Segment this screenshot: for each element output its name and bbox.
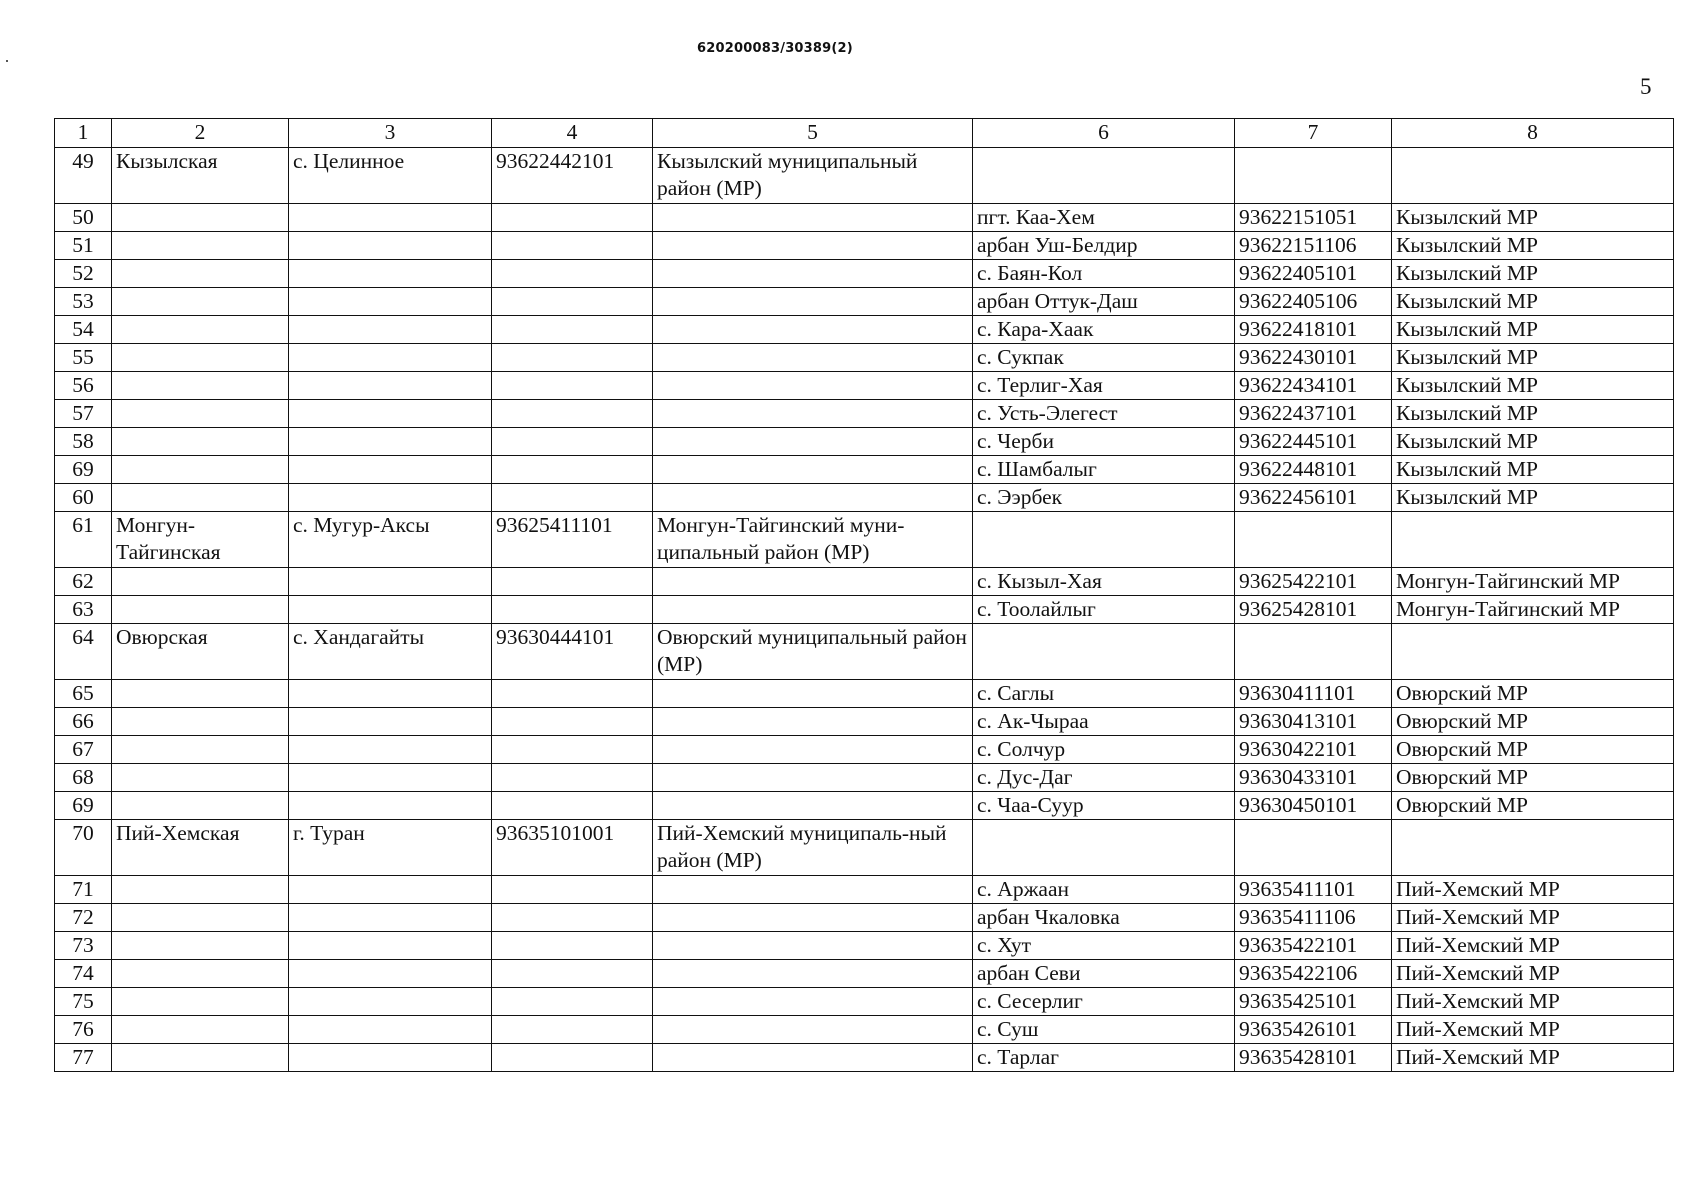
row-number: 60 bbox=[55, 484, 112, 512]
settlement-oktmo-code: 93622151051 bbox=[1235, 204, 1392, 232]
municipal-entity bbox=[653, 204, 973, 232]
center-oktmo-code bbox=[492, 596, 653, 624]
settlement-district: Пий-Хемский МР bbox=[1392, 988, 1674, 1016]
district-name bbox=[112, 1044, 289, 1072]
district-name bbox=[112, 288, 289, 316]
municipal-entity: Пий-Хемский муниципаль-ный район (МР) bbox=[653, 820, 973, 876]
municipal-entity bbox=[653, 932, 973, 960]
table-row bbox=[55, 484, 1674, 512]
settlement-district: Кызылский МР bbox=[1392, 260, 1674, 288]
municipal-entity: Овюрский муниципальный район (МР) bbox=[653, 624, 973, 680]
settlement-district: Кызылский МР bbox=[1392, 456, 1674, 484]
column-header: 1 bbox=[55, 119, 112, 148]
row-number: 66 bbox=[55, 708, 112, 736]
municipal-entity bbox=[653, 988, 973, 1016]
center-oktmo-code bbox=[492, 764, 653, 792]
row-number: 57 bbox=[55, 400, 112, 428]
settlement-district: Овюрский МР bbox=[1392, 764, 1674, 792]
district-name bbox=[112, 484, 289, 512]
settlement-oktmo-code: 93622456101 bbox=[1235, 484, 1392, 512]
municipal-entity bbox=[653, 596, 973, 624]
row-number: 62 bbox=[55, 568, 112, 596]
settlement-oktmo-code: 93635411106 bbox=[1235, 904, 1392, 932]
district-name bbox=[112, 204, 289, 232]
row-number: 50 bbox=[55, 204, 112, 232]
settlement-district bbox=[1392, 820, 1674, 876]
column-header: 7 bbox=[1235, 119, 1392, 148]
settlement-name: с. Кара-Хаак bbox=[973, 316, 1235, 344]
settlement-name: с. Сукпак bbox=[973, 344, 1235, 372]
settlement-district: Кызылский МР bbox=[1392, 484, 1674, 512]
settlement-district: Монгун-Тайгинский МР bbox=[1392, 596, 1674, 624]
center-name: с. Мугур-Аксы bbox=[289, 512, 492, 568]
settlement-name: с. Хут bbox=[973, 932, 1235, 960]
table-row bbox=[55, 1016, 1674, 1044]
center-oktmo-code bbox=[492, 988, 653, 1016]
table-row bbox=[55, 148, 1674, 204]
settlement-name: арбан Севи bbox=[973, 960, 1235, 988]
settlement-name: с. Ак-Чыраа bbox=[973, 708, 1235, 736]
center-name bbox=[289, 764, 492, 792]
municipal-entity bbox=[653, 1016, 973, 1044]
settlement-district: Пий-Хемский МР bbox=[1392, 1016, 1674, 1044]
table-row bbox=[55, 288, 1674, 316]
center-name bbox=[289, 260, 492, 288]
settlement-name: с. Баян-Кол bbox=[973, 260, 1235, 288]
table-row bbox=[55, 400, 1674, 428]
municipal-entity bbox=[653, 288, 973, 316]
settlement-name: с. Саглы bbox=[973, 680, 1235, 708]
settlement-district: Пий-Хемский МР bbox=[1392, 1044, 1674, 1072]
settlement-district: Кызылский МР bbox=[1392, 344, 1674, 372]
center-name bbox=[289, 932, 492, 960]
settlement-district: Пий-Хемский МР bbox=[1392, 932, 1674, 960]
center-name bbox=[289, 988, 492, 1016]
table-row bbox=[55, 372, 1674, 400]
district-name bbox=[112, 708, 289, 736]
settlement-district bbox=[1392, 148, 1674, 204]
document-number: 620200083/30389(2) bbox=[697, 41, 853, 56]
row-number: 49 bbox=[55, 148, 112, 204]
center-oktmo-code bbox=[492, 288, 653, 316]
settlement-district: Кызылский МР bbox=[1392, 428, 1674, 456]
center-oktmo-code bbox=[492, 400, 653, 428]
center-name bbox=[289, 792, 492, 820]
settlement-oktmo-code: 93635411101 bbox=[1235, 876, 1392, 904]
settlement-name bbox=[973, 512, 1235, 568]
settlement-oktmo-code: 93622430101 bbox=[1235, 344, 1392, 372]
municipal-entity bbox=[653, 736, 973, 764]
district-name bbox=[112, 904, 289, 932]
table-row bbox=[55, 624, 1674, 680]
settlement-oktmo-code: 93630422101 bbox=[1235, 736, 1392, 764]
settlement-name: с. Аржаан bbox=[973, 876, 1235, 904]
center-oktmo-code bbox=[492, 484, 653, 512]
settlement-name: с. Терлиг-Хая bbox=[973, 372, 1235, 400]
settlement-oktmo-code: 93635426101 bbox=[1235, 1016, 1392, 1044]
row-number: 71 bbox=[55, 876, 112, 904]
settlement-name: с. Солчур bbox=[973, 736, 1235, 764]
settlement-name: с. Дус-Даг bbox=[973, 764, 1235, 792]
table-row bbox=[55, 932, 1674, 960]
center-name: с. Целинное bbox=[289, 148, 492, 204]
district-name: Пий-Хемская bbox=[112, 820, 289, 876]
table-row bbox=[55, 316, 1674, 344]
column-header: 3 bbox=[289, 119, 492, 148]
settlement-oktmo-code: 93630450101 bbox=[1235, 792, 1392, 820]
settlement-oktmo-code bbox=[1235, 624, 1392, 680]
table-row bbox=[55, 988, 1674, 1016]
center-name: с. Хандагайты bbox=[289, 624, 492, 680]
settlement-name: с. Тоолайлыг bbox=[973, 596, 1235, 624]
header-row bbox=[55, 119, 1674, 148]
settlement-name: с. Черби bbox=[973, 428, 1235, 456]
scan-speck bbox=[6, 60, 8, 62]
municipal-entity bbox=[653, 260, 973, 288]
settlement-oktmo-code: 93622445101 bbox=[1235, 428, 1392, 456]
settlement-district: Кызылский МР bbox=[1392, 400, 1674, 428]
settlement-oktmo-code bbox=[1235, 820, 1392, 876]
district-name bbox=[112, 316, 289, 344]
settlement-oktmo-code: 93635422101 bbox=[1235, 932, 1392, 960]
settlement-name: с. Ээрбек bbox=[973, 484, 1235, 512]
table-row bbox=[55, 568, 1674, 596]
municipal-entity bbox=[653, 708, 973, 736]
table-row bbox=[55, 456, 1674, 484]
settlement-district: Кызылский МР bbox=[1392, 204, 1674, 232]
table-row bbox=[55, 876, 1674, 904]
municipal-entity bbox=[653, 344, 973, 372]
district-name bbox=[112, 932, 289, 960]
center-name bbox=[289, 232, 492, 260]
center-oktmo-code bbox=[492, 344, 653, 372]
district-name bbox=[112, 736, 289, 764]
settlement-oktmo-code: 93622448101 bbox=[1235, 456, 1392, 484]
municipal-entity bbox=[653, 568, 973, 596]
settlement-name: с. Усть-Элегест bbox=[973, 400, 1235, 428]
settlements-table bbox=[54, 118, 1674, 1072]
row-number: 75 bbox=[55, 988, 112, 1016]
row-number: 69 bbox=[55, 456, 112, 484]
settlement-name: с. Тарлаг bbox=[973, 1044, 1235, 1072]
table-row bbox=[55, 232, 1674, 260]
settlement-name bbox=[973, 820, 1235, 876]
settlement-district: Овюрский МР bbox=[1392, 708, 1674, 736]
row-number: 77 bbox=[55, 1044, 112, 1072]
center-name bbox=[289, 568, 492, 596]
settlement-district: Овюрский МР bbox=[1392, 792, 1674, 820]
center-name bbox=[289, 1016, 492, 1044]
column-header: 2 bbox=[112, 119, 289, 148]
settlement-district bbox=[1392, 512, 1674, 568]
municipal-entity bbox=[653, 232, 973, 260]
center-name bbox=[289, 316, 492, 344]
center-name bbox=[289, 428, 492, 456]
center-oktmo-code bbox=[492, 204, 653, 232]
center-oktmo-code bbox=[492, 736, 653, 764]
center-oktmo-code: 93630444101 bbox=[492, 624, 653, 680]
settlement-district: Пий-Хемский МР bbox=[1392, 904, 1674, 932]
row-number: 63 bbox=[55, 596, 112, 624]
center-oktmo-code bbox=[492, 1044, 653, 1072]
row-number: 56 bbox=[55, 372, 112, 400]
center-oktmo-code bbox=[492, 568, 653, 596]
table-row bbox=[55, 204, 1674, 232]
center-name bbox=[289, 876, 492, 904]
settlement-oktmo-code: 93622405101 bbox=[1235, 260, 1392, 288]
table-row bbox=[55, 764, 1674, 792]
municipal-entity bbox=[653, 456, 973, 484]
settlement-oktmo-code: 93625428101 bbox=[1235, 596, 1392, 624]
table-row bbox=[55, 1044, 1674, 1072]
row-number: 68 bbox=[55, 764, 112, 792]
row-number: 74 bbox=[55, 960, 112, 988]
table-row bbox=[55, 708, 1674, 736]
column-header: 8 bbox=[1392, 119, 1674, 148]
settlement-name bbox=[973, 624, 1235, 680]
center-oktmo-code bbox=[492, 792, 653, 820]
settlement-oktmo-code bbox=[1235, 512, 1392, 568]
municipal-entity bbox=[653, 764, 973, 792]
settlement-district: Кызылский МР bbox=[1392, 316, 1674, 344]
row-number: 69 bbox=[55, 792, 112, 820]
settlement-oktmo-code: 93622434101 bbox=[1235, 372, 1392, 400]
center-oktmo-code bbox=[492, 708, 653, 736]
row-number: 53 bbox=[55, 288, 112, 316]
center-oktmo-code bbox=[492, 904, 653, 932]
center-name: г. Туран bbox=[289, 820, 492, 876]
center-oktmo-code bbox=[492, 316, 653, 344]
table-row bbox=[55, 260, 1674, 288]
settlement-district: Пий-Хемский МР bbox=[1392, 876, 1674, 904]
settlement-district: Кызылский МР bbox=[1392, 232, 1674, 260]
municipal-entity bbox=[653, 372, 973, 400]
settlement-name: с. Кызыл-Хая bbox=[973, 568, 1235, 596]
table-row bbox=[55, 512, 1674, 568]
settlement-district bbox=[1392, 624, 1674, 680]
municipal-entity bbox=[653, 316, 973, 344]
center-oktmo-code bbox=[492, 680, 653, 708]
district-name bbox=[112, 988, 289, 1016]
center-name bbox=[289, 960, 492, 988]
settlement-oktmo-code: 93630413101 bbox=[1235, 708, 1392, 736]
district-name bbox=[112, 792, 289, 820]
district-name bbox=[112, 568, 289, 596]
settlement-name: арбан Уш-Белдир bbox=[973, 232, 1235, 260]
district-name: Кызылская bbox=[112, 148, 289, 204]
table-row bbox=[55, 736, 1674, 764]
district-name bbox=[112, 232, 289, 260]
settlement-oktmo-code bbox=[1235, 148, 1392, 204]
district-name bbox=[112, 400, 289, 428]
row-number: 64 bbox=[55, 624, 112, 680]
settlement-oktmo-code: 93630433101 bbox=[1235, 764, 1392, 792]
settlement-name: с. Шамбалыг bbox=[973, 456, 1235, 484]
district-name bbox=[112, 428, 289, 456]
table-row bbox=[55, 344, 1674, 372]
row-number: 51 bbox=[55, 232, 112, 260]
center-name bbox=[289, 344, 492, 372]
table-row bbox=[55, 792, 1674, 820]
row-number: 73 bbox=[55, 932, 112, 960]
center-name bbox=[289, 680, 492, 708]
settlement-oktmo-code: 93622418101 bbox=[1235, 316, 1392, 344]
row-number: 65 bbox=[55, 680, 112, 708]
district-name bbox=[112, 456, 289, 484]
district-name bbox=[112, 344, 289, 372]
municipal-entity: Кызылский муниципальный район (МР) bbox=[653, 148, 973, 204]
center-oktmo-code: 93625411101 bbox=[492, 512, 653, 568]
table-row bbox=[55, 904, 1674, 932]
settlement-oktmo-code: 93625422101 bbox=[1235, 568, 1392, 596]
row-number: 76 bbox=[55, 1016, 112, 1044]
center-name bbox=[289, 708, 492, 736]
municipal-entity bbox=[653, 1044, 973, 1072]
center-name bbox=[289, 736, 492, 764]
settlement-district: Кызылский МР bbox=[1392, 288, 1674, 316]
center-name bbox=[289, 1044, 492, 1072]
row-number: 72 bbox=[55, 904, 112, 932]
district-name bbox=[112, 876, 289, 904]
center-oktmo-code bbox=[492, 932, 653, 960]
settlement-name: пгт. Каа-Хем bbox=[973, 204, 1235, 232]
settlement-name: с. Чаа-Суур bbox=[973, 792, 1235, 820]
center-oktmo-code: 93622442101 bbox=[492, 148, 653, 204]
settlement-name: с. Сесерлиг bbox=[973, 988, 1235, 1016]
district-name bbox=[112, 764, 289, 792]
center-name bbox=[289, 484, 492, 512]
center-oktmo-code bbox=[492, 428, 653, 456]
column-header: 5 bbox=[653, 119, 973, 148]
settlement-oktmo-code: 93635428101 bbox=[1235, 1044, 1392, 1072]
district-name: Овюрская bbox=[112, 624, 289, 680]
center-oktmo-code bbox=[492, 1016, 653, 1044]
settlement-district: Пий-Хемский МР bbox=[1392, 960, 1674, 988]
row-number: 55 bbox=[55, 344, 112, 372]
center-name bbox=[289, 400, 492, 428]
center-oktmo-code bbox=[492, 456, 653, 484]
municipal-entity bbox=[653, 484, 973, 512]
settlement-name bbox=[973, 148, 1235, 204]
table-row bbox=[55, 960, 1674, 988]
row-number: 52 bbox=[55, 260, 112, 288]
settlement-oktmo-code: 93630411101 bbox=[1235, 680, 1392, 708]
district-name bbox=[112, 596, 289, 624]
center-name bbox=[289, 456, 492, 484]
row-number: 70 bbox=[55, 820, 112, 876]
table-row bbox=[55, 428, 1674, 456]
municipal-entity bbox=[653, 904, 973, 932]
row-number: 61 bbox=[55, 512, 112, 568]
district-name: Монгун-Тайгинская bbox=[112, 512, 289, 568]
settlement-name: с. Суш bbox=[973, 1016, 1235, 1044]
column-header: 6 bbox=[973, 119, 1235, 148]
municipal-entity bbox=[653, 876, 973, 904]
center-oktmo-code bbox=[492, 960, 653, 988]
table-row bbox=[55, 596, 1674, 624]
district-name bbox=[112, 1016, 289, 1044]
district-name bbox=[112, 680, 289, 708]
center-oktmo-code bbox=[492, 260, 653, 288]
row-number: 54 bbox=[55, 316, 112, 344]
table-body bbox=[55, 119, 1674, 1072]
settlement-oktmo-code: 93635425101 bbox=[1235, 988, 1392, 1016]
center-oktmo-code bbox=[492, 876, 653, 904]
center-oktmo-code bbox=[492, 232, 653, 260]
municipal-entity bbox=[653, 400, 973, 428]
settlement-name: арбан Чкаловка bbox=[973, 904, 1235, 932]
district-name bbox=[112, 960, 289, 988]
row-number: 67 bbox=[55, 736, 112, 764]
settlement-district: Монгун-Тайгинский МР bbox=[1392, 568, 1674, 596]
center-name bbox=[289, 204, 492, 232]
settlement-oktmo-code: 93622437101 bbox=[1235, 400, 1392, 428]
row-number: 58 bbox=[55, 428, 112, 456]
district-name bbox=[112, 372, 289, 400]
municipal-entity bbox=[653, 428, 973, 456]
settlement-oktmo-code: 93622405106 bbox=[1235, 288, 1392, 316]
center-name bbox=[289, 288, 492, 316]
column-header: 4 bbox=[492, 119, 653, 148]
center-name bbox=[289, 904, 492, 932]
municipal-entity: Монгун-Тайгинский муни-ципальный район (МР) bbox=[653, 512, 973, 568]
district-name bbox=[112, 260, 289, 288]
page-number: 5 bbox=[1640, 74, 1652, 99]
settlement-district: Кызылский МР bbox=[1392, 372, 1674, 400]
table-row bbox=[55, 820, 1674, 876]
center-oktmo-code: 93635101001 bbox=[492, 820, 653, 876]
center-name bbox=[289, 596, 492, 624]
center-oktmo-code bbox=[492, 372, 653, 400]
settlement-district: Овюрский МР bbox=[1392, 680, 1674, 708]
settlement-district: Овюрский МР bbox=[1392, 736, 1674, 764]
center-name bbox=[289, 372, 492, 400]
table-row bbox=[55, 680, 1674, 708]
municipal-entity bbox=[653, 960, 973, 988]
settlement-oktmo-code: 93622151106 bbox=[1235, 232, 1392, 260]
settlement-oktmo-code: 93635422106 bbox=[1235, 960, 1392, 988]
municipal-entity bbox=[653, 680, 973, 708]
settlement-name: арбан Оттук-Даш bbox=[973, 288, 1235, 316]
municipal-entity bbox=[653, 792, 973, 820]
